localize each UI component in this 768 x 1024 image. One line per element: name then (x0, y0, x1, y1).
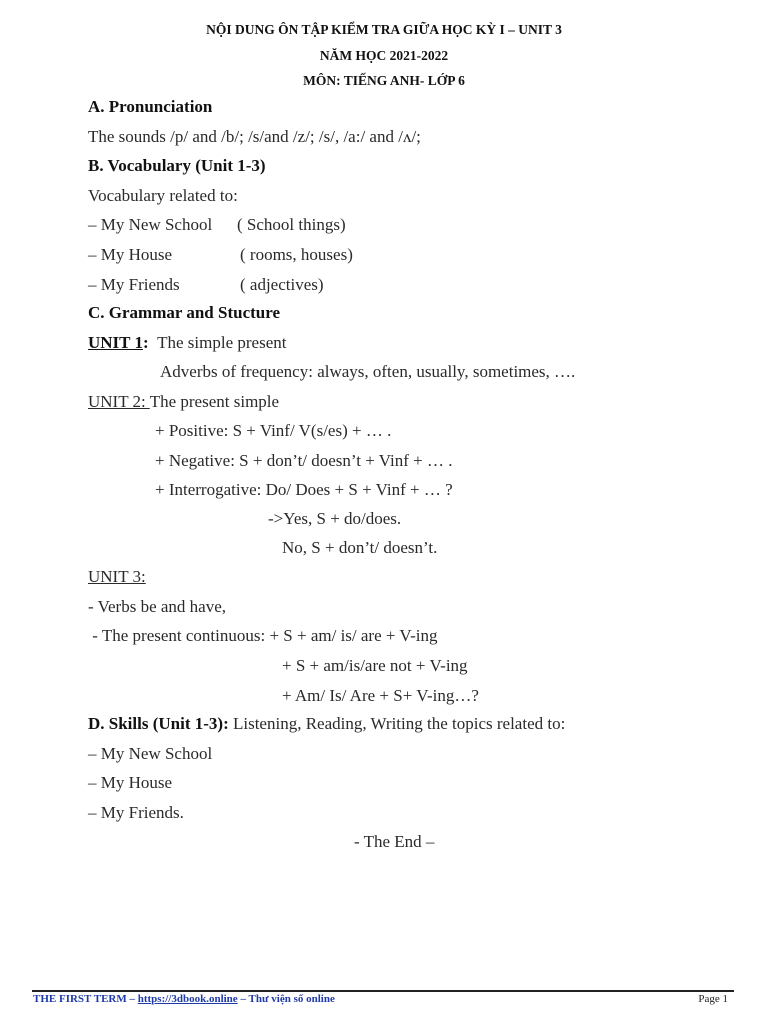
skills-topic: – My House (88, 773, 173, 792)
vocab-intro: Vocabulary related to: (88, 186, 238, 205)
unit2-no: No, S + don’t/ doesn’t. (282, 538, 438, 557)
skills-topic: – My Friends. (88, 803, 184, 822)
section-d-line (88, 714, 565, 734)
unit2-interrogative: + Interrogative: Do/ Does + S + Vinf + … ? (155, 480, 453, 499)
unit2-line (88, 392, 279, 412)
the-end: - The End – (354, 832, 435, 851)
unit1-line (88, 333, 286, 353)
subject-line: MÔN: TIẾNG ANH- LỚP 6 (303, 73, 465, 88)
school-year: NĂM HỌC 2021-2022 (319, 48, 449, 63)
unit2-negative: + Negative: S + don’t/ doesn’t + Vinf + … . (155, 451, 453, 470)
section-b-title: B. Vocabulary (Unit 1-3) (88, 156, 266, 175)
section-d-title: D. Skills (Unit 1-3): (88, 714, 229, 733)
unit3-negative: + S + am/is/are not + V-ing (282, 656, 468, 675)
skills-topic: – My New School (88, 744, 213, 763)
unit3-question: + Am/ Is/ Are + S+ V-ing…? (282, 686, 479, 705)
unit1-label: UNIT 1 (88, 333, 143, 352)
unit1-colon: : (142, 333, 149, 352)
section-a-title: A. Pronunciation (88, 97, 213, 116)
vocab-note: ( School things) (237, 215, 346, 234)
vocab-topic: – My Friends (88, 275, 180, 294)
footer-left (33, 992, 335, 1006)
unit2-yes: ->Yes, S + do/does. (268, 509, 402, 528)
section-a-text: The sounds /p/ and /b/; /s/and /z/; /s/, /a:/ and /ʌ/; (88, 127, 421, 146)
unit2-title: The present simple (149, 392, 280, 411)
vocab-note: ( adjectives) (240, 275, 324, 294)
footer-link[interactable]: https://3dbook.online (137, 993, 238, 1005)
section-c-title: C. Grammar and Stucture (88, 303, 281, 322)
footer-prefix: THE FIRST TERM – (33, 993, 138, 1005)
unit3-continuous: - The present continuous: + S + am/ is/ are + V-ing (88, 626, 438, 645)
section-d-text: Listening, Reading, Writing the topics related to: (228, 714, 566, 733)
vocab-note: ( rooms, houses) (240, 245, 353, 264)
unit2-positive: + Positive: S + Vinf/ V(s/es) + … . (155, 421, 392, 440)
unit3-verbs: - Verbs be and have, (88, 597, 227, 616)
footer-suffix: – Thư viện số online (237, 993, 335, 1005)
doc-title: NỘI DUNG ÔN TẬP KIỂM TRA GIỮA HỌC KỲ I – UNIT 3 (206, 22, 562, 37)
unit3-label: UNIT 3: (88, 567, 146, 586)
vocab-topic: – My House (88, 245, 173, 264)
unit1-title: The simple present (157, 333, 287, 352)
unit2-label: UNIT 2: (88, 392, 150, 411)
page-number: Page 1 (698, 993, 728, 1005)
unit1-detail: Adverbs of frequency: always, often, usually, sometimes, …. (160, 362, 576, 381)
vocab-topic: – My New School (88, 215, 213, 234)
